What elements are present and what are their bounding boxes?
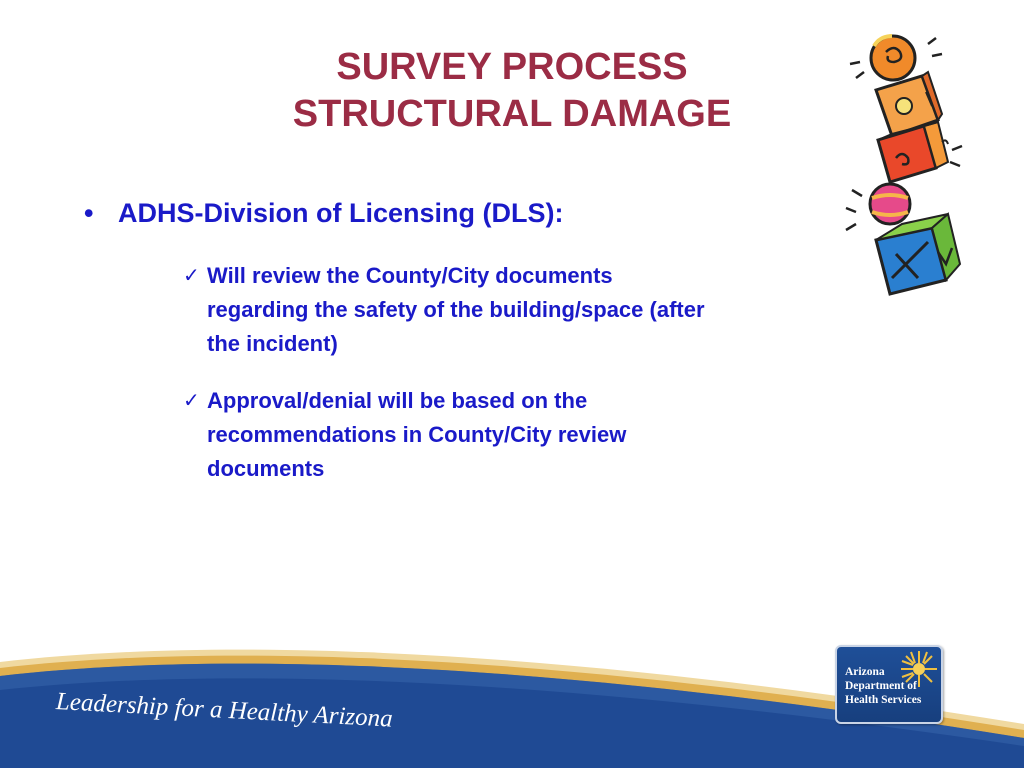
- sub-bullet-line: documents: [207, 456, 325, 481]
- sub-bullet-text: [207, 259, 853, 361]
- logo-line-3: Health Services: [845, 694, 922, 706]
- adhs-logo: [835, 645, 943, 724]
- sub-bullet-line: regarding the safety of the building/space (after: [207, 297, 705, 322]
- slide-title: [150, 44, 874, 138]
- sub-bullet-item: [183, 384, 853, 486]
- checkmark-icon: ✓: [183, 265, 200, 287]
- bullet-marker: •: [84, 198, 94, 228]
- sub-bullet-line: recommendations in County/City review: [207, 422, 627, 447]
- logo-line-2: Department of: [845, 680, 917, 692]
- footer-tagline: Leadership for a Healthy Arizona: [55, 688, 394, 733]
- logo-text: [845, 665, 921, 707]
- stacked-toy-blocks-clipart: [838, 22, 966, 304]
- checkmark-icon: ✓: [183, 390, 200, 412]
- sub-bullet-line: the incident): [207, 331, 338, 356]
- logo-line-1: Arizona: [845, 666, 885, 678]
- bullet-text: ADHS-Division of Licensing (DLS):: [118, 198, 564, 228]
- sub-bullet-line: Will review the County/City documents: [207, 263, 613, 288]
- title-line-2: STRUCTURAL DAMAGE: [292, 93, 732, 135]
- sub-bullet-text: [207, 384, 853, 486]
- sub-bullet-item: [183, 259, 853, 361]
- sub-bullet-line: Approval/denial will be based on the: [207, 388, 588, 413]
- bullet-item: [84, 196, 564, 230]
- title-line-1: SURVEY PROCESS: [336, 46, 688, 88]
